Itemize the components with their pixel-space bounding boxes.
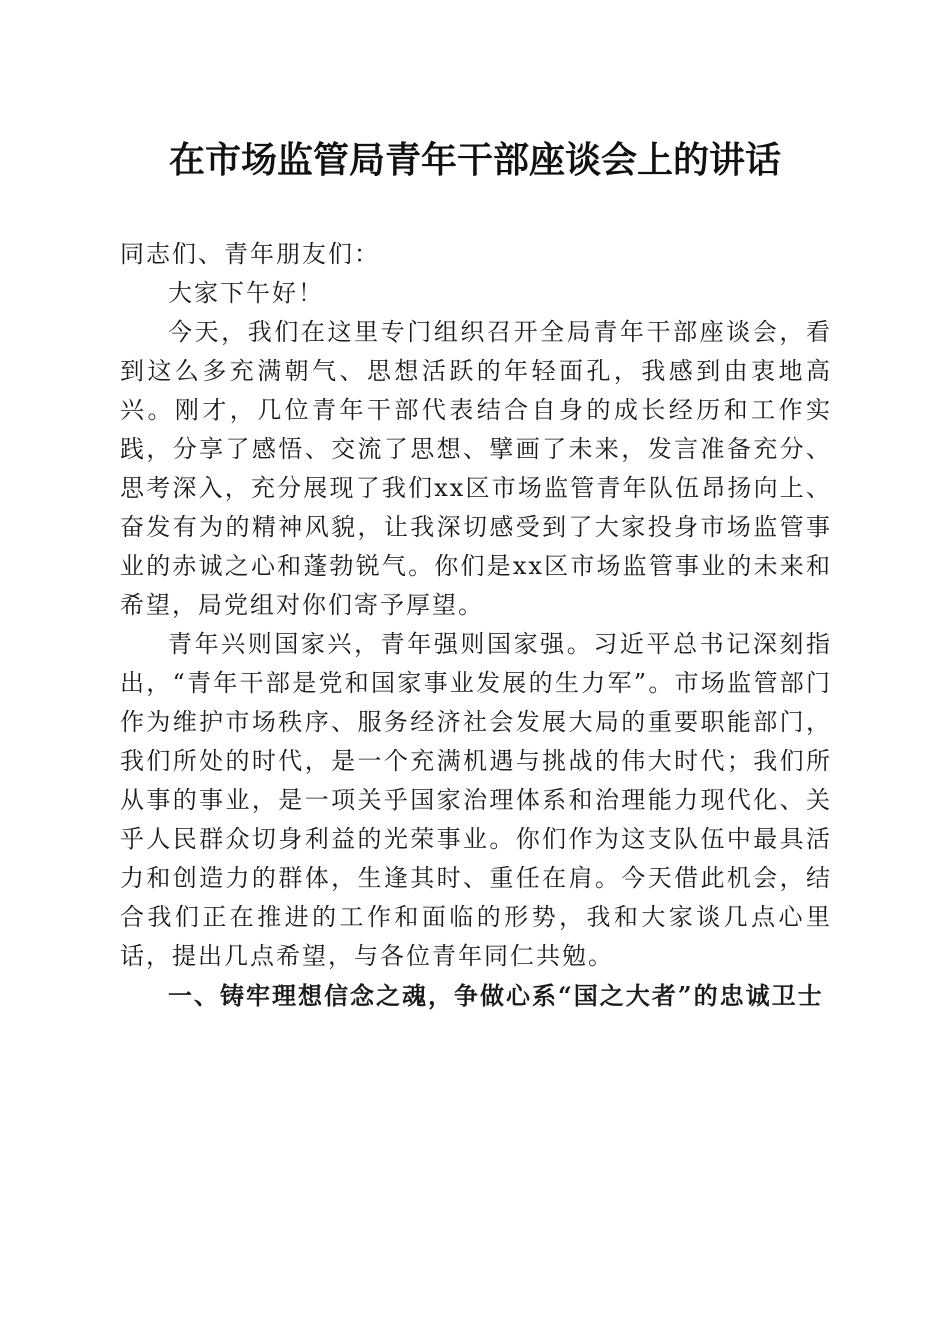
- document-body: [120, 235, 832, 1015]
- greeting: 大家下午好！: [168, 279, 324, 307]
- paragraph-2: 青年兴则国家兴，青年强则国家强。习近平总书记深刻指出，“青年干部是党和国家事业发展的生力军”。市场监管部门作为维护市场秩序、服务经济社会发展大局的重要职能部门，我们所处的时代，是一个充满机遇与挑战的伟大时代；我们所从事的事业，是一项关乎国家治理体系和治理能力现代化、关乎人民群众切身利益的光荣事业。你们作为这支队伍中最具活力和创造力的群体，生逢其时、重任在肩。今天借此机会，结合我们正在推进的工作和面临的形势，我和大家谈几点心里话，提出几点希望，与各位青年同仁共勉。: [120, 630, 832, 970]
- paragraph-1: 今天，我们在这里专门组织召开全局青年干部座谈会，看到这么多充满朝气、思想活跃的年轻面孔，我感到由衷地高兴。刚才，几位青年干部代表结合自身的成长经历和工作实践，分享了感悟、交流了思想、擘画了未来，发言准备充分、思考深入，充分展现了我们xx区市场监管青年队伍昂扬向上、奋发有为的精神风貌，让我深切感受到了大家投身市场监管事业的赤诚之心和蓬勃锐气。你们是xx区市场监管事业的未来和希望，局党组对你们寄予厚望。: [120, 318, 832, 619]
- section-heading: 一、铸牢理想信念之魂，争做心系“国之大者”的忠诚卫士: [168, 981, 824, 1010]
- salutation: 同志们、青年朋友们：: [120, 240, 380, 268]
- page-title: 在市场监管局青年干部座谈会上的讲话: [168, 139, 781, 181]
